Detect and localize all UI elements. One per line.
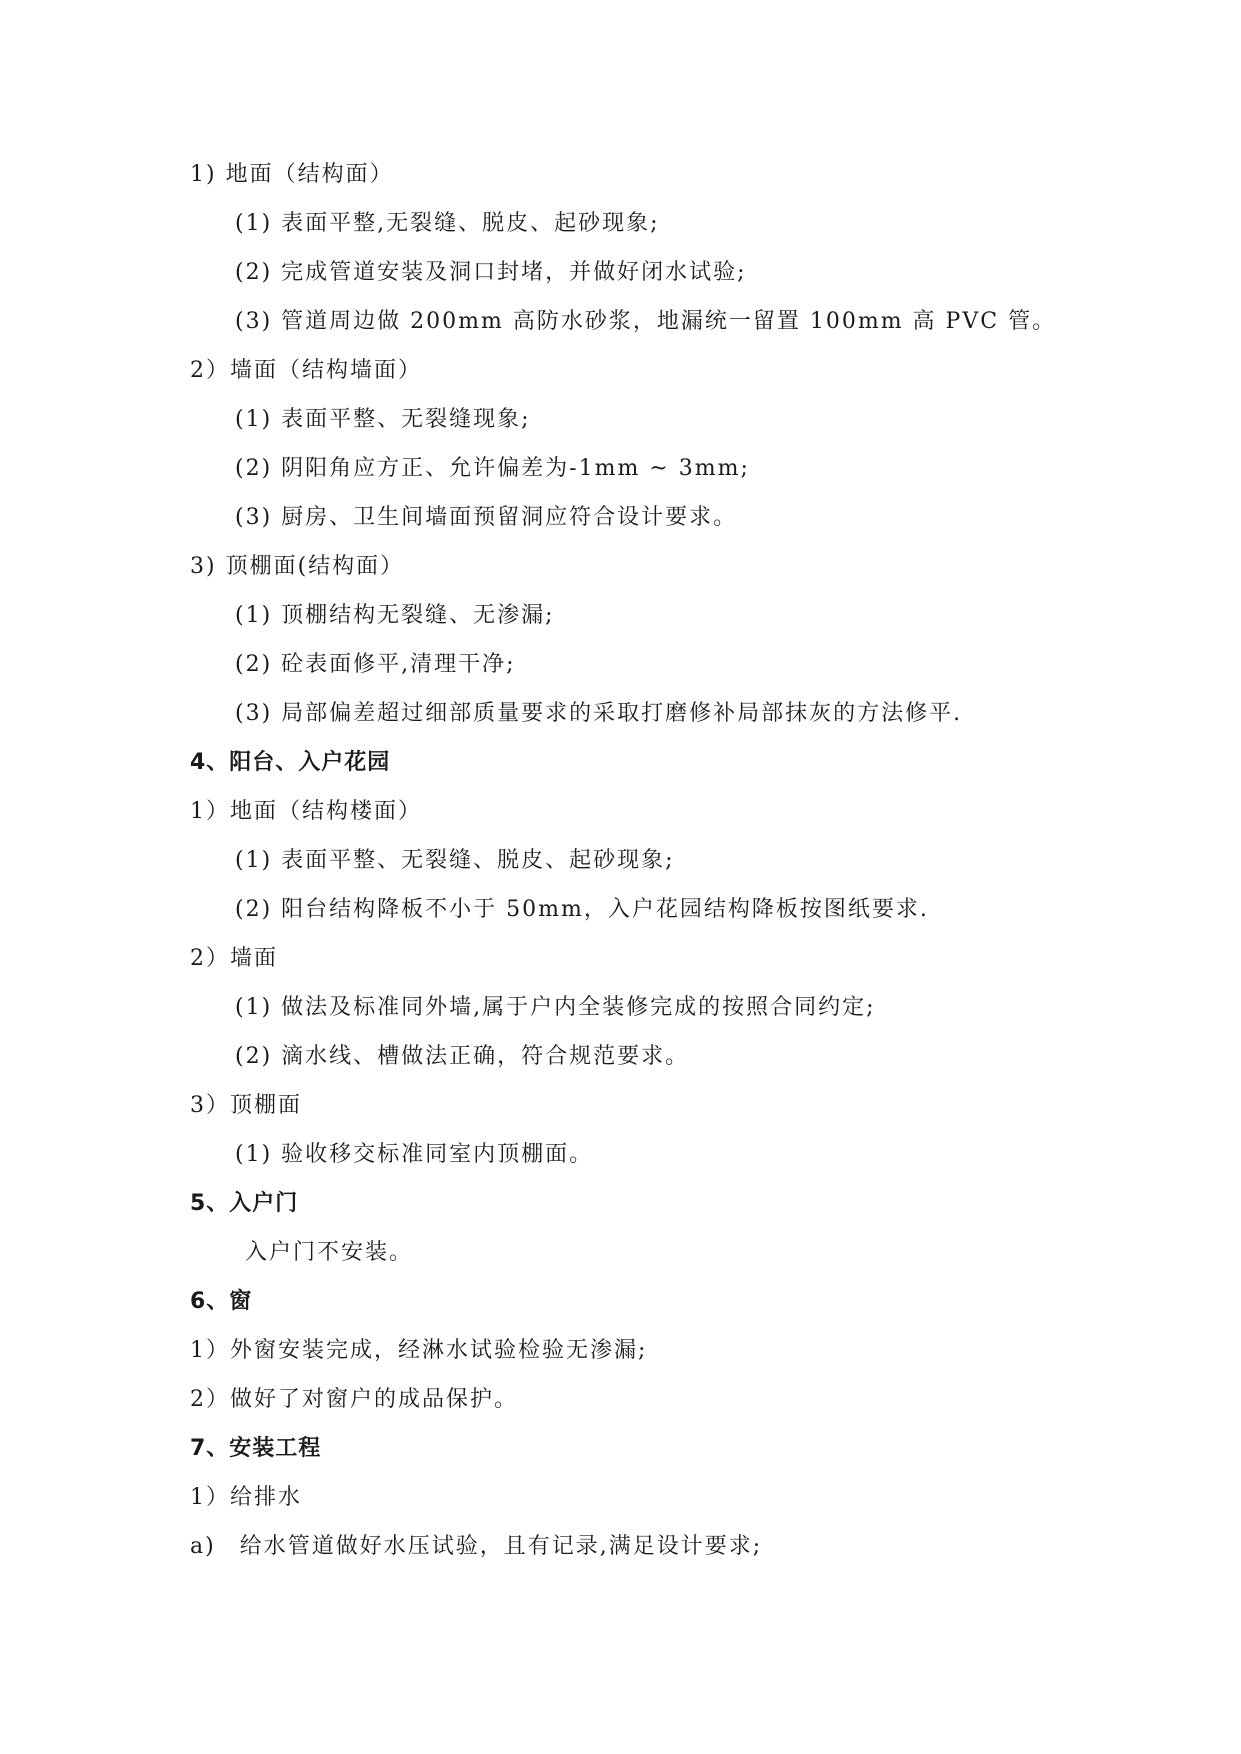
subsection-floor: 1）地面（结构楼面）: [190, 799, 422, 824]
section-heading-entry-door: 5、入户门: [190, 1191, 299, 1216]
list-item: (3) 厨房、卫生间墙面预留洞应符合设计要求。: [235, 505, 738, 530]
list-item: (2) 滴水线、槽做法正确，符合规范要求。: [235, 1044, 690, 1069]
list-item: (1) 顶棚结构无裂缝、无渗漏;: [235, 603, 555, 628]
list-item: 2）做好了对窗户的成品保护。: [190, 1387, 518, 1412]
list-item: (1) 做法及标准同外墙,属于户内全装修完成的按照合同约定;: [235, 995, 876, 1020]
subsection-ceiling-structure: 3) 顶棚面(结构面）: [190, 554, 405, 579]
subsection-floor-structure: 1) 地面（结构面）: [190, 162, 394, 187]
section-heading-balcony: 4、阳台、入户花园: [190, 750, 391, 775]
list-item: (3) 局部偏差超过细部质量要求的采取打磨修补局部抹灰的方法修平.: [235, 701, 963, 726]
paragraph: 入户门不安装。: [245, 1240, 414, 1265]
list-item: 1）外窗安装完成，经淋水试验检验无渗漏;: [190, 1338, 648, 1363]
list-item: a) 给水管道做好水压试验，且有记录,满足设计要求;: [190, 1534, 763, 1559]
subsection-ceiling: 3）顶棚面: [190, 1093, 302, 1118]
list-item: (1) 验收移交标准同室内顶棚面。: [235, 1142, 594, 1167]
section-heading-installation: 7、安装工程: [190, 1436, 322, 1461]
list-item: (2) 砼表面修平,清理干净;: [235, 652, 516, 677]
subsection-wall-structure: 2）墙面（结构墙面）: [190, 358, 422, 383]
list-item: (3) 管道周边做 200mm 高防水砂浆，地漏统一留置 100mm 高 PVC 管。: [235, 309, 1057, 334]
list-item: (2) 完成管道安装及洞口封堵，并做好闭水试验;: [235, 260, 747, 285]
list-item: (1) 表面平整、无裂缝、脱皮、起砂现象;: [235, 848, 675, 873]
list-item: (1) 表面平整、无裂缝现象;: [235, 407, 531, 432]
list-item: (2) 阳台结构降板不小于 50mm，入户花园结构降板按图纸要求.: [235, 897, 929, 922]
section-heading-window: 6、窗: [190, 1289, 253, 1314]
subsection-wall: 2）墙面: [190, 946, 278, 971]
list-item: (1) 表面平整,无裂缝、脱皮、起砂现象;: [235, 211, 660, 236]
list-item: (2) 阴阳角应方正、允许偏差为-1mm ~ 3mm;: [235, 456, 750, 481]
subsection-water-supply-drainage: 1）给排水: [190, 1485, 302, 1510]
